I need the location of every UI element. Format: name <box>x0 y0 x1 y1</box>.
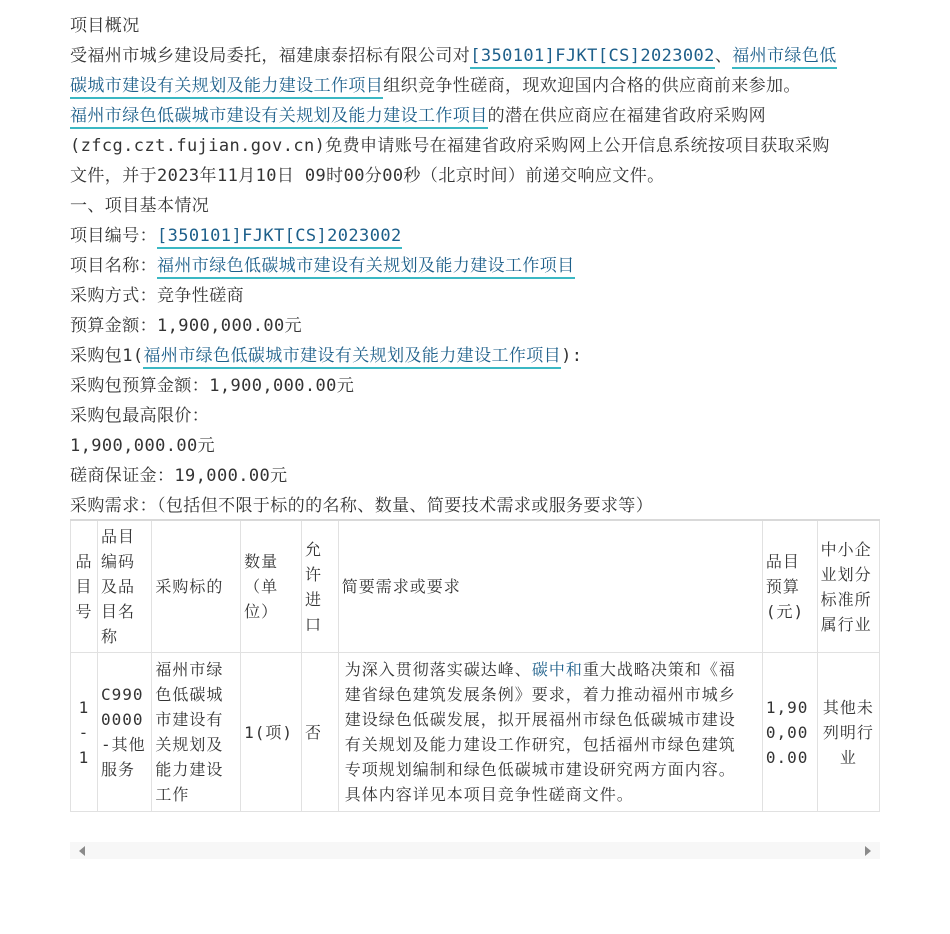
intro-line-1 <box>70 42 880 72</box>
project-code-link[interactable]: [350101]FJKT[CS]2023002 <box>470 46 715 69</box>
intro-line-3 <box>70 102 880 132</box>
intro-text: 受福州市城乡建设局委托，福建康泰招标有限公司对 <box>70 46 471 66</box>
horizontal-scrollbar[interactable] <box>70 842 880 859</box>
package-max-label: 采购包最高限价： <box>70 406 210 426</box>
overview-title: 项目概况 <box>70 16 140 36</box>
req-text: 为深入贯彻落实碳达峰、 <box>344 660 532 679</box>
deposit: 磋商保证金：19,000.00元 <box>70 466 288 486</box>
scroll-left-icon[interactable] <box>79 846 85 856</box>
intro-text: 组织竞争性磋商，现欢迎国内合格的供应商前来参加。 <box>383 76 801 96</box>
package-row <box>70 342 880 372</box>
project-name-link[interactable]: 福州市绿色低 <box>732 46 836 69</box>
header-budget: 品目预算(元) <box>762 520 817 653</box>
cell-imports: 否 <box>302 653 339 812</box>
package-suffix: ): <box>561 346 583 366</box>
budget-amount: 预算金额：1,900,000.00元 <box>70 316 303 336</box>
header-subject: 采购标的 <box>152 520 241 653</box>
project-name-label: 项目名称： <box>70 256 157 276</box>
announcement-body <box>70 12 880 522</box>
header-item-code: 品目编码及品目名称 <box>97 520 151 653</box>
project-code-label: 项目编号： <box>70 226 157 246</box>
cell-requirements <box>338 653 762 812</box>
table-row <box>71 653 880 812</box>
requirements-table <box>70 519 880 812</box>
intro-line-4: (zfcg.czt.fujian.gov.cn)免费申请账号在福建省政府采购网上公开信息系统按项目获取采购 <box>70 136 830 156</box>
intro-text: 的潜在供应商应在福建省政府采购网 <box>487 106 767 126</box>
separator: 、 <box>714 46 733 66</box>
project-name-link-cont[interactable]: 碳城市建设有关规划及能力建设工作项目 <box>70 76 383 99</box>
header-qty: 数量（单位） <box>241 520 302 653</box>
package-budget: 采购包预算金额：1,900,000.00元 <box>70 376 355 396</box>
package-name-link[interactable]: 福州市绿色低碳城市建设有关规划及能力建设工作项目 <box>143 346 561 369</box>
cell-qty: 1(项) <box>241 653 302 812</box>
package-prefix: 采购包1( <box>70 346 144 366</box>
cell-subject: 福州市绿色低碳城市建设有关规划及能力建设工作 <box>152 653 241 812</box>
intro-line-5: 文件，并于2023年11月10日 09时00分00秒（北京时间）前递交响应文件。 <box>70 166 665 186</box>
project-name-value-link[interactable]: 福州市绿色低碳城市建设有关规划及能力建设工作项目 <box>157 256 575 279</box>
cell-sme: 其他未列明行业 <box>817 653 879 812</box>
header-requirements: 简要需求或要求 <box>338 520 762 653</box>
package-max-value: 1,900,000.00元 <box>70 436 216 456</box>
carbon-neutral-link[interactable]: 碳中和 <box>531 660 583 679</box>
cell-budget: 1,900,000.00 <box>762 653 817 812</box>
demand-label: 采购需求：（包括但不限于标的的名称、数量、简要技术需求或服务要求等） <box>70 496 654 516</box>
header-sme: 中小企业划分标准所属行业 <box>817 520 879 653</box>
procurement-method: 采购方式：竞争性磋商 <box>70 286 244 306</box>
project-code-value-link[interactable]: [350101]FJKT[CS]2023002 <box>157 226 402 249</box>
cell-item-code: C9900000-其他服务 <box>97 653 151 812</box>
section-title: 一、项目基本情况 <box>70 196 210 216</box>
scroll-right-icon[interactable] <box>865 846 871 856</box>
project-name-link-2[interactable]: 福州市绿色低碳城市建设有关规划及能力建设工作项目 <box>70 106 488 129</box>
header-item-no: 品目号 <box>71 520 98 653</box>
project-name-row <box>70 252 880 282</box>
project-code-row <box>70 222 880 252</box>
req-text-cont: 重大战略决策和《福建省绿色建筑发展条例》要求，着力推动福州市城乡建设绿色低碳发展，拟开展福州市绿色低碳城市建设有关规划及能力建设工作研究，包括福州市绿色建筑专项规划编制和绿色低碳城市建设研究两方面内容。具体内容详见本项目竞争性磋商文件。 <box>344 660 736 804</box>
table-header-row <box>71 520 880 653</box>
cell-item-no: 1-1 <box>71 653 98 812</box>
intro-line-2 <box>70 72 880 102</box>
header-imports: 允许进口 <box>302 520 339 653</box>
